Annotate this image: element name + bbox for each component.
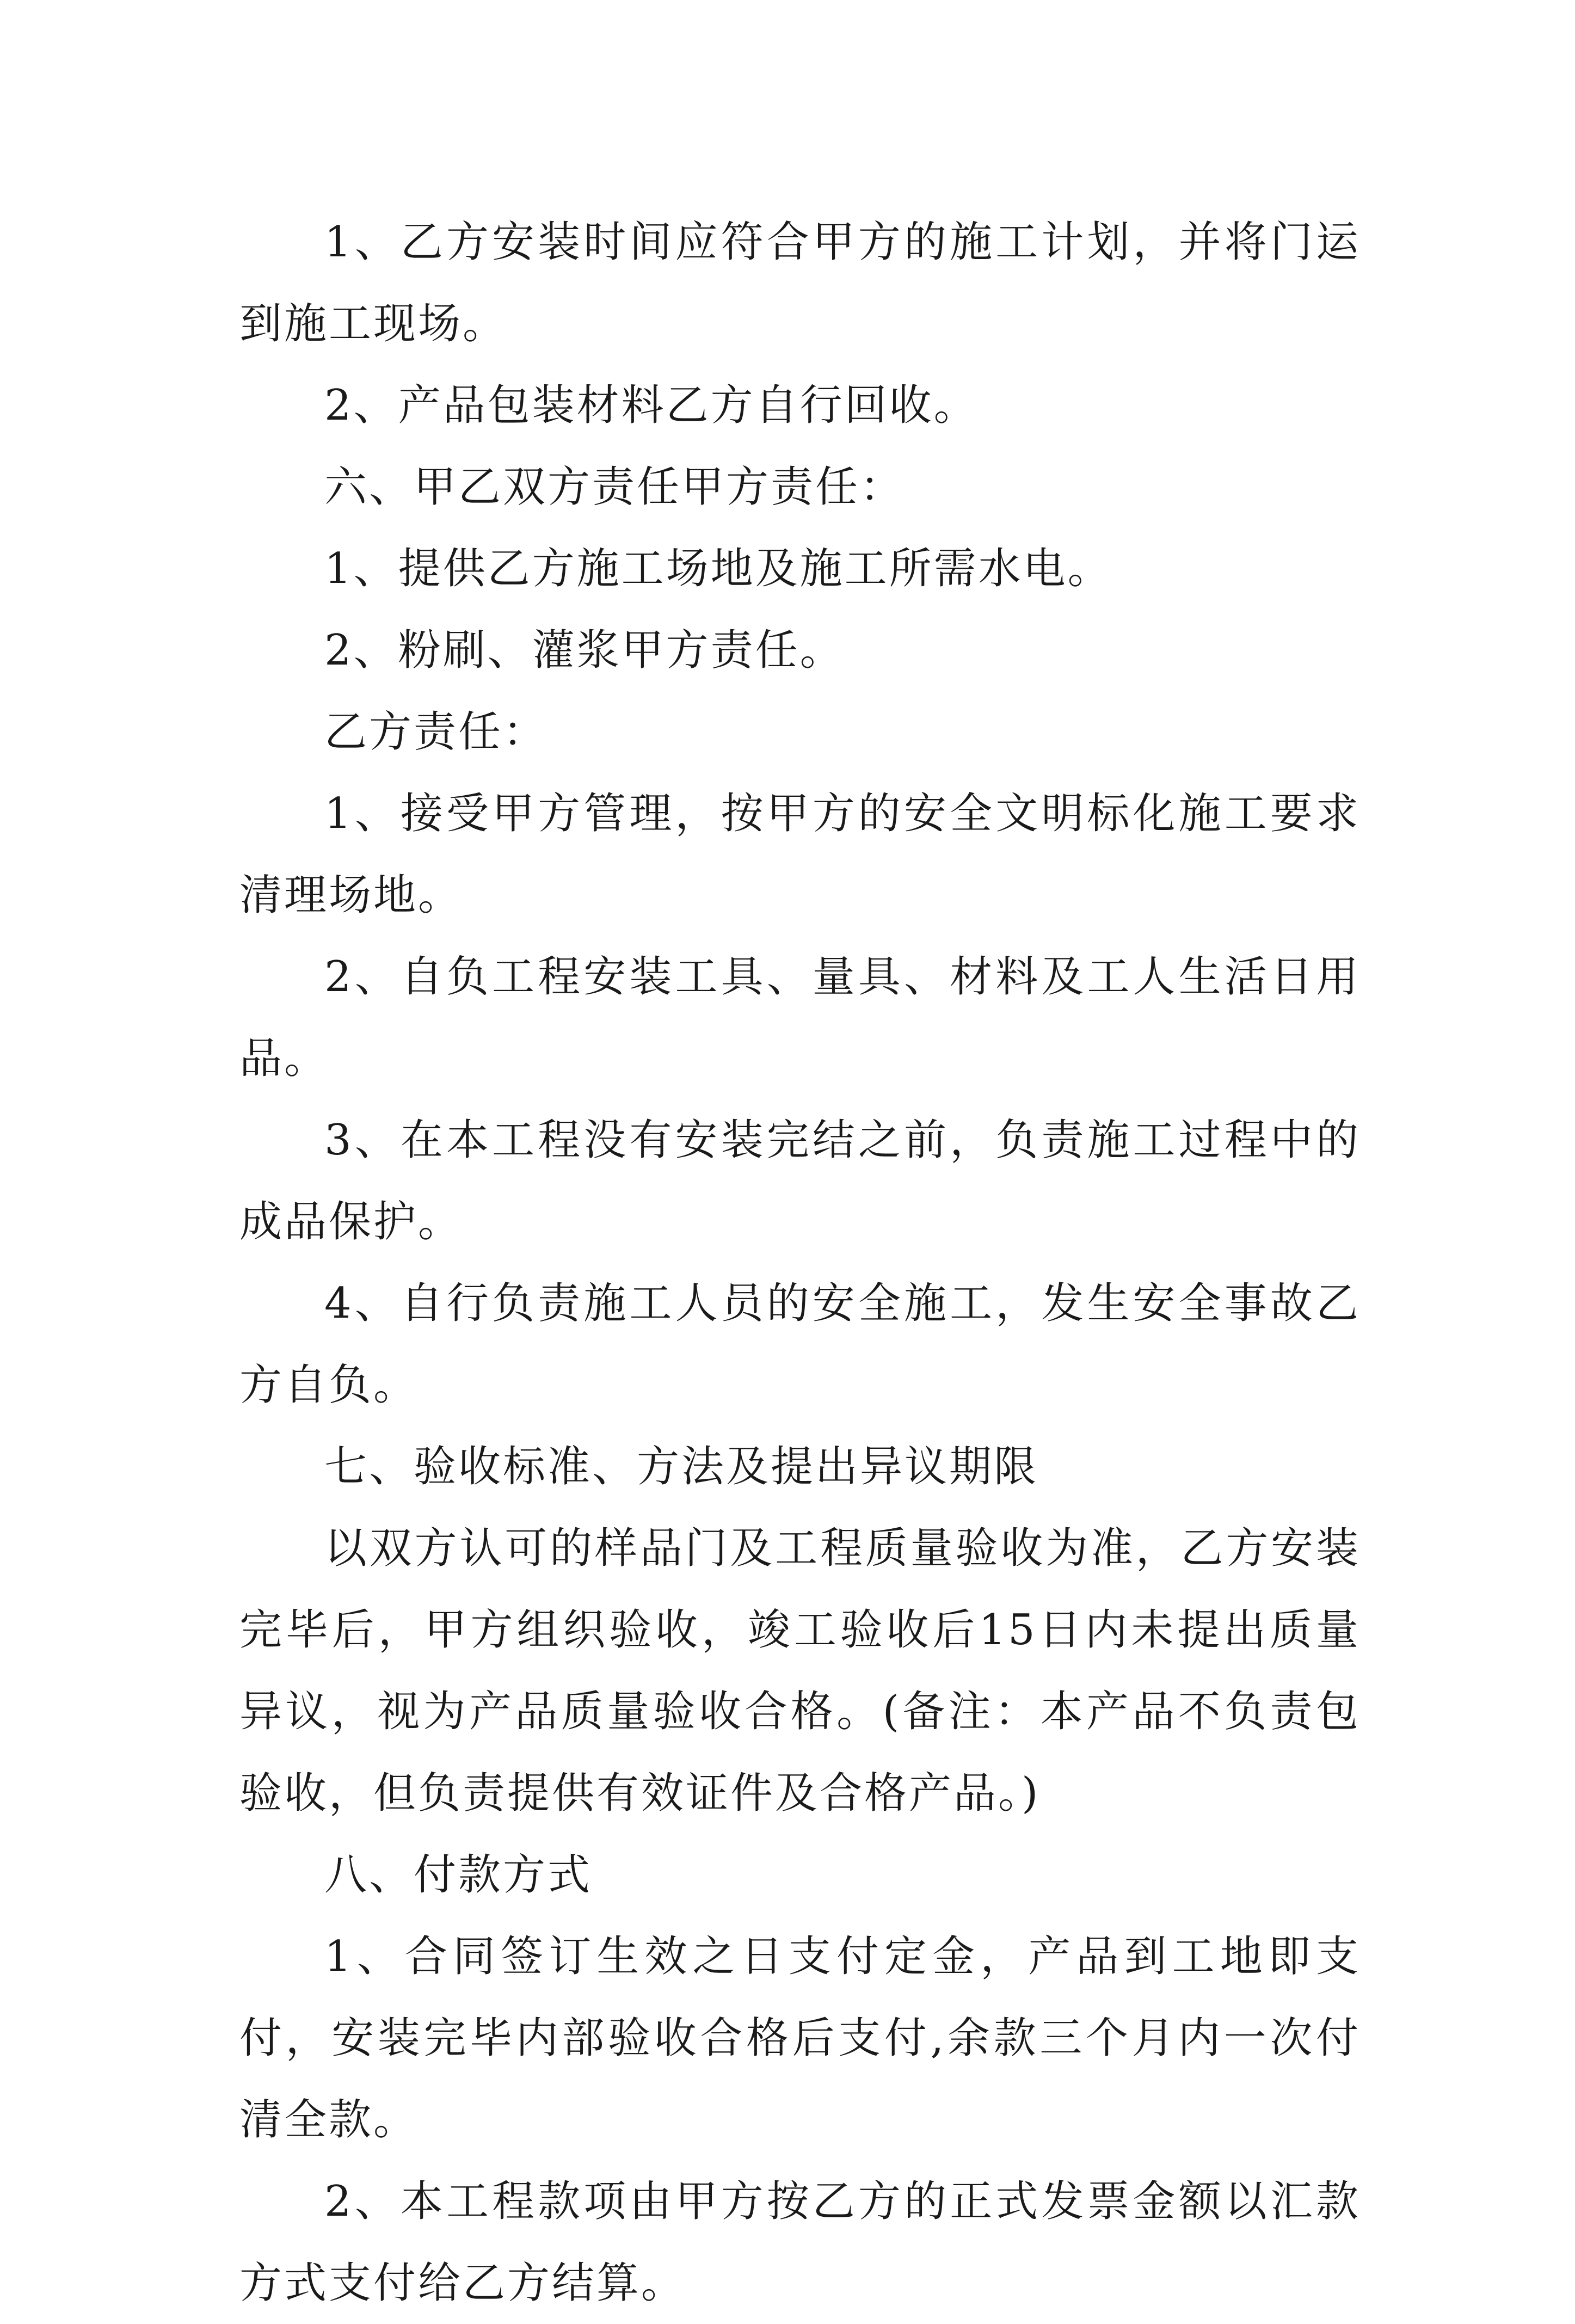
section-heading-acceptance: 七、验收标准、方法及提出异议期限 [324,1442,1039,1491]
paragraph-party-b-tools: 2、自负工程安装工具、量具、材料及工人生活日用品。 [239,952,1361,1083]
section-heading-responsibilities: 六、甲乙双方责任甲方责任： [324,463,905,512]
paragraph-party-a-site: 1、提供乙方施工场地及施工所需水电。 [324,544,1112,593]
paragraph-party-b-safety: 4、自行负责施工人员的安全施工，发生安全事故乙方自负。 [239,1279,1361,1410]
paragraph-install-time: 1、乙方安装时间应符合甲方的施工计划，并将门运到施工现场。 [239,218,1361,348]
paragraph-acceptance-terms: 以双方认可的样品门及工程质量验收为准，乙方安装完毕后，甲方组织验收，竣工验收后15日内未提出质量异议，视为产品质量验收合格。(备注：本产品不负责包验收，但负责提供有效证件及合格产品。) [239,1524,1361,1818]
paragraph-packaging: 2、产品包装材料乙方自行回收。 [324,381,979,430]
paragraph-payment-schedule: 1、合同签订生效之日支付定金，产品到工地即支付，安装完毕内部验收合格后支付,余款三个月内一次付清全款。 [239,1932,1361,2144]
paragraph-party-b-management: 1、接受甲方管理，按甲方的安全文明标化施工要求清理场地。 [239,789,1361,920]
section-heading-payment: 八、付款方式 [324,1850,593,1899]
subheading-party-b: 乙方责任： [324,708,548,757]
paragraph-payment-method: 2、本工程款项由甲方按乙方的正式发票金额以汇款方式支付给乙方结算。 [239,2177,1361,2308]
paragraph-party-a-plaster: 2、粉刷、灌浆甲方责任。 [324,626,845,675]
paragraph-party-b-protection: 3、在本工程没有安装完结之前，负责施工过程中的成品保护。 [239,1116,1361,1246]
document-body [239,201,1361,2324]
